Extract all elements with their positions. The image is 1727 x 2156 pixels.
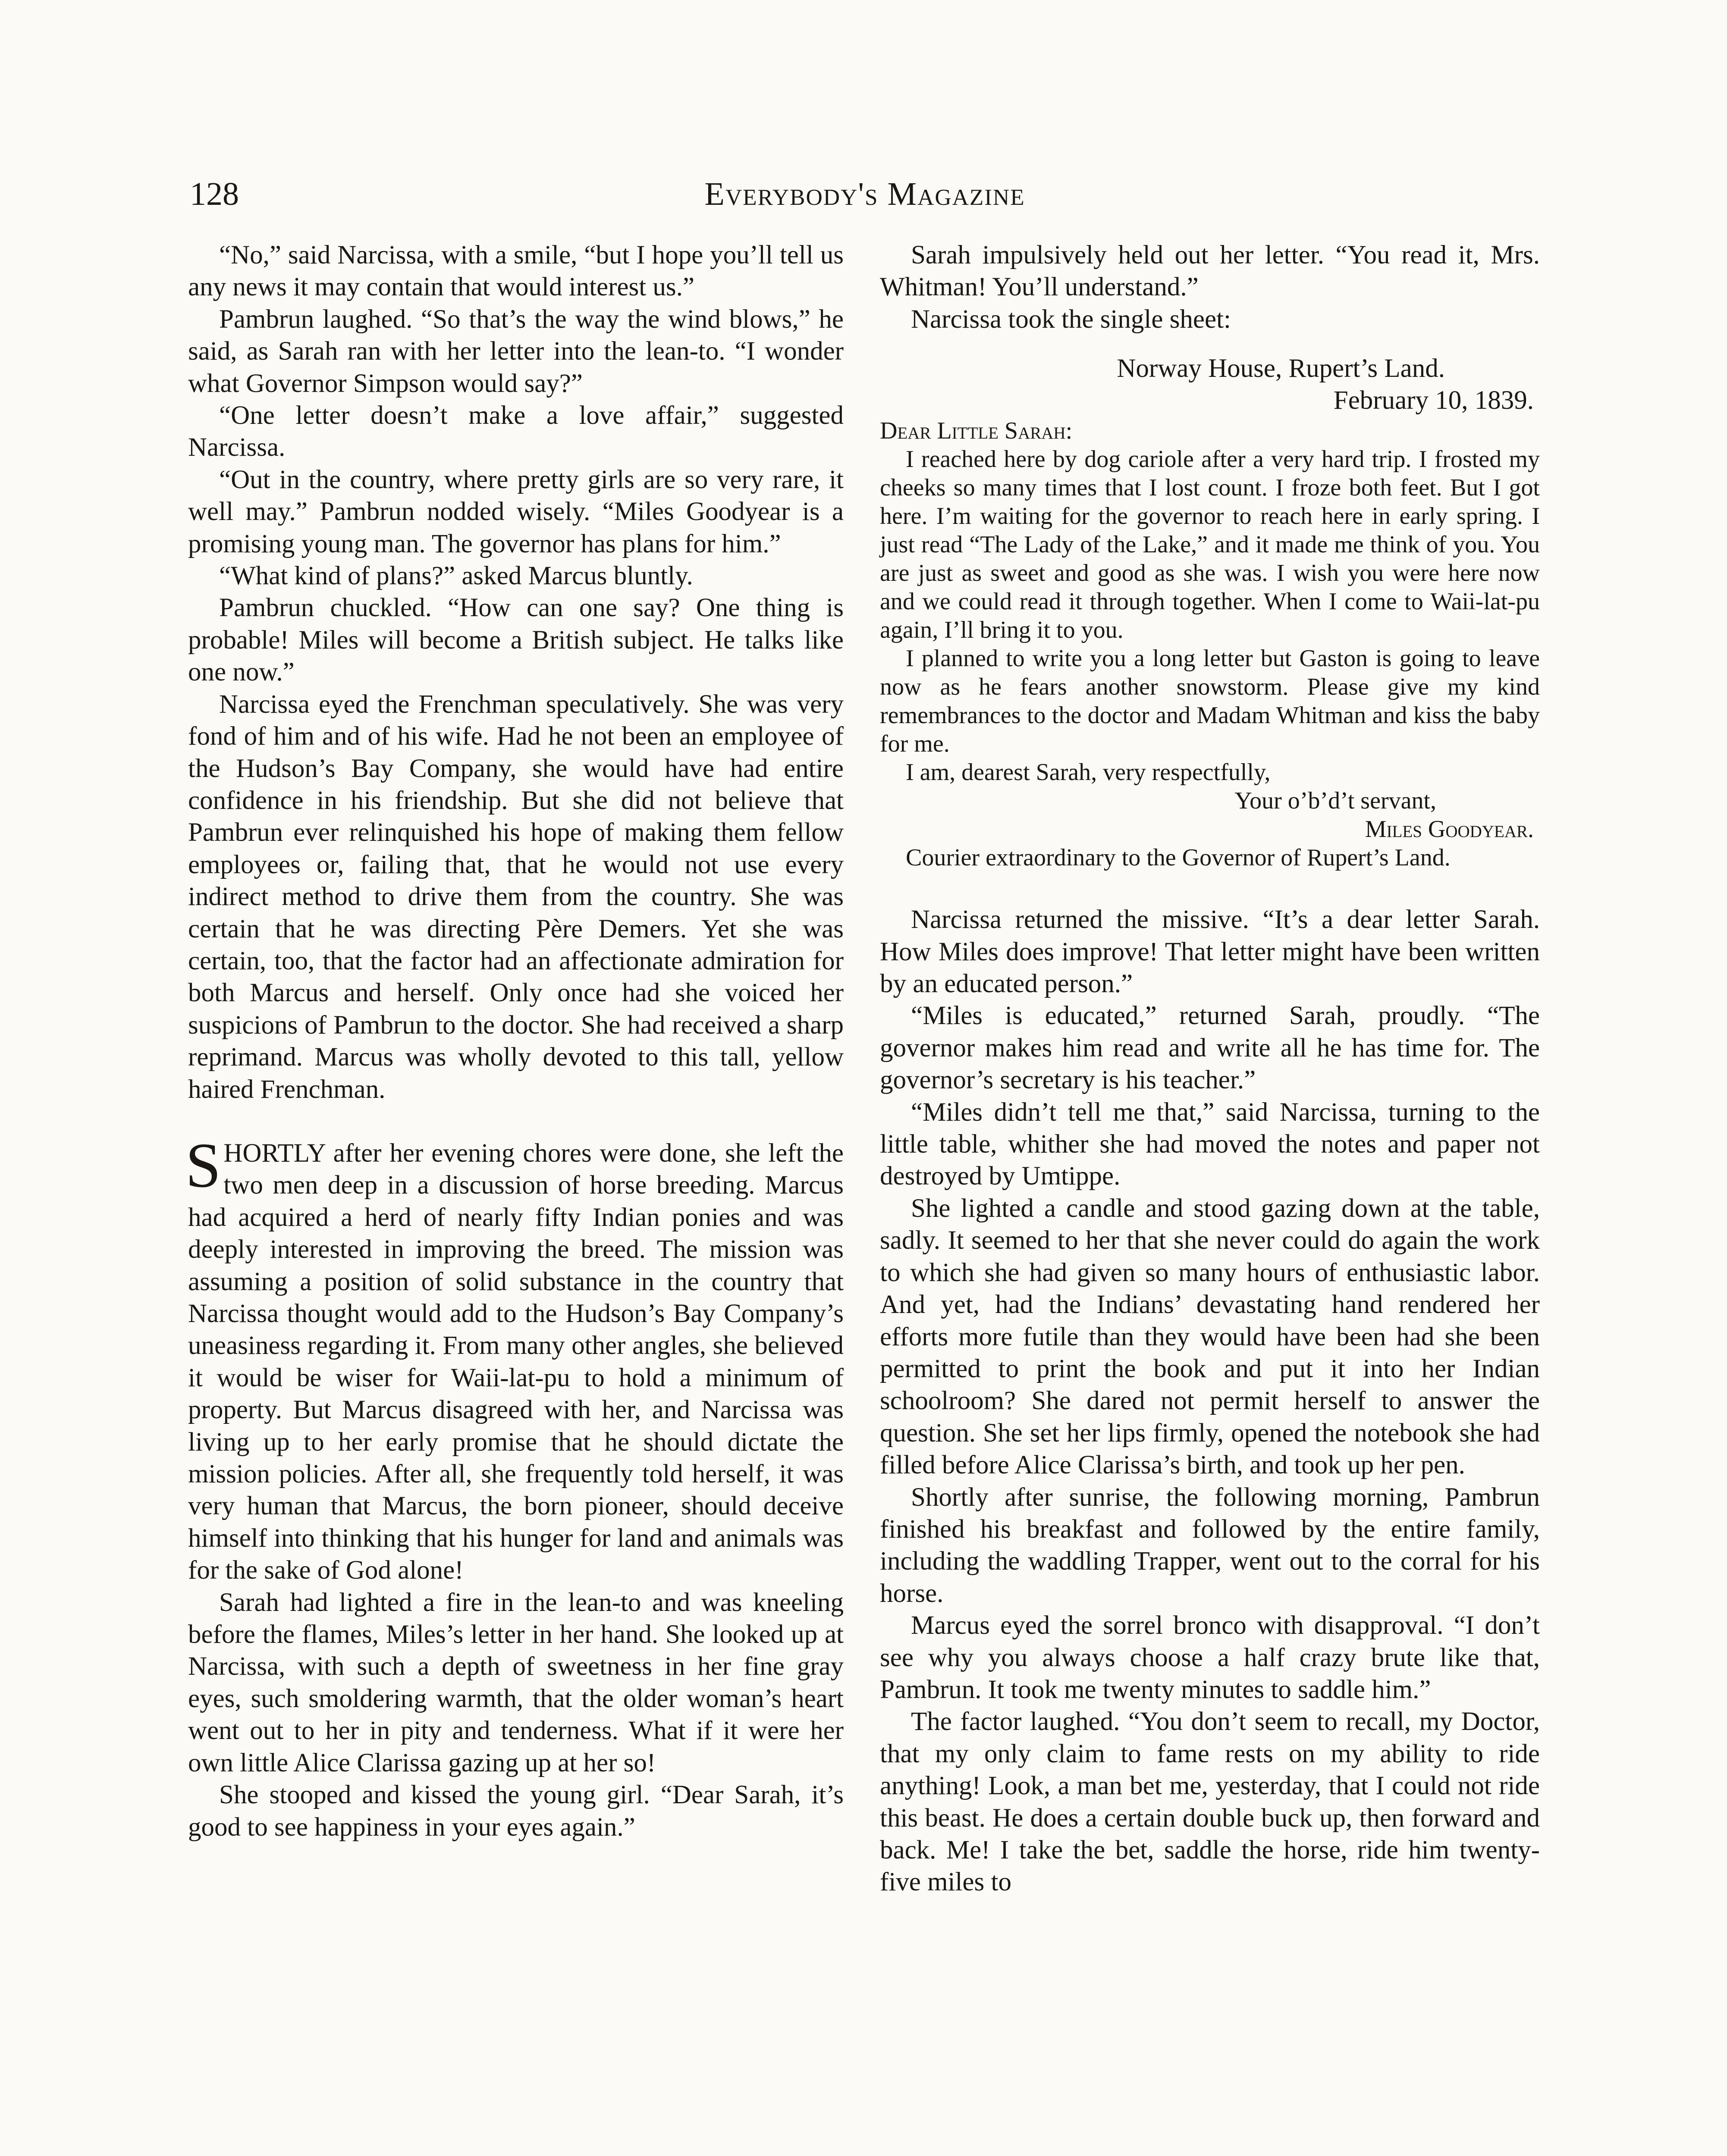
letter-signer-title: Courier extraordinary to the Governor of Rupert’s Land. [906,844,1451,871]
drop-cap: S [185,1130,221,1201]
letter-closing: I am, dearest Sarah, very respectfully, [906,759,1271,786]
letter-paragraph: I planned to write you a long letter but Gaston is going to leave now as he fears another snowstorm. Please give my kind remembrances to the doctor and Madam Whitman and kiss the baby for me. [880,645,1540,758]
letter-salutation: Dear Little Sarah: [880,417,1073,445]
paragraph: The factor laughed. “You don’t seem to recall, my Doctor, that my only claim to fame rests on my ability to ride anything! Look, a man bet me, yesterday, that I could not ride this beast. He does a certain double buck up, then forward and back. Me! I take the bet, saddle the horse, ride him twenty-five miles to [880,1707,1540,1897]
letter-date: February 10, 1839. [1333,386,1534,415]
paragraph: She lighted a candle and stood gazing down at the table, sadly. It seemed to her that she never could do again the work to which she had given so many hours of enthusiastic labor. And yet, had the Indians’ devastating hand rendered her efforts more futile than they would have been had she been permitted to print the book and put it into her Indian schoolroom? She dared not permit herself to answer the question. She set her lips firmly, opened the notebook she had filled before Alice Clarissa’s birth, and took up her pen. [880,1194,1540,1480]
paragraph: Narcissa took the single sheet: [911,304,1231,334]
paragraph: “One letter doesn’t make a love affair,” suggested Narcissa. [188,401,844,462]
letter-block [880,353,1540,872]
paragraph: Narcissa returned the missive. “It’s a dear letter Sarah. How Miles does improve! That letter might have been written by an educated person.” [880,905,1540,999]
opening-caps: HORTLY [223,1138,325,1168]
section-gap [188,1106,844,1138]
left-column [185,239,844,1843]
paragraph: Marcus eyed the sorrel bronco with disapproval. “I don’t see why you always choose a half crazy brute like that, Pambrun. It took me twenty minutes to saddle him.” [880,1611,1540,1704]
paragraph: She stooped and kissed the young girl. “Dear Sarah, it’s good to see happiness in your eyes again.” [188,1780,844,1842]
paragraph: Narcissa eyed the Frenchman speculatively. She was very fond of him and of his wife. Had he not been an employee of the Hudson’s Bay Company, she would have had entire confidence in his friendship. But she did not believe that Pambrun ever relinquished his hope of making them fellow employees or, failing that, that he would not use every indirect method to drive them from the country. She was certain that he was directing Père Demers. Yet she was certain, too, that the factor had an affectionate admiration for both Marcus and herself. Only once had she voiced her suspicions of Pambrun to the doctor. She had received a sharp reprimand. Marcus was wholly devoted to this tall, yellow haired Frenchman. [188,689,844,1104]
letter-signature: Miles Goodyear. [1365,816,1534,843]
page-number: 128 [190,176,239,212]
paragraph: Pambrun laughed. “So that’s the way the wind blows,” he said, as Sarah ran with her letter into the lean-to. “I wonder what Governor Simpson would say?” [188,304,844,398]
letter-closing-servant: Your o’b’d’t servant, [1234,787,1436,815]
section-gap [880,872,1540,904]
section-opening-paragraph [185,1130,844,1587]
paragraph: Sarah had lighted a fire in the lean-to and was kneeling before the flames, Miles’s letter in her hand. She looked up at Narcissa, with such a depth of sweetness in her fine gray eyes, such smoldering warmth, that the older woman’s heart went out to her in pity and tenderness. What if it were her own little Alice Clarissa gazing up at her so! [188,1588,844,1777]
paragraph: “Miles didn’t tell me that,” said Narcissa, turning to the little table, whither she had moved the notes and paper not destroyed by Umtippe. [880,1097,1540,1191]
right-column [880,239,1540,1899]
letter-paragraph: I reached here by dog cariole after a very hard trip. I frosted my cheeks so many times that I lost count. I froze both feet. But I got here. I’m waiting for the governor to reach here in early spring. I just read “The Lady of the Lake,” and it made me think of you. You are just as sweet and good as she was. I wish you were here now and we could read it through together. When I come to Waii-lat-pu again, I’ll bring it to you. [880,446,1540,644]
paragraph: “Miles is educated,” returned Sarah, proudly. “The governor makes him read and write all he has time for. The governor’s secretary is his teacher.” [880,1001,1540,1095]
page-header [190,172,1540,224]
letter-place: Norway House, Rupert’s Land. [1117,354,1445,383]
running-head: Everybody's Magazine [704,176,1025,212]
paragraph: Shortly after sunrise, the following morning, Pambrun finished his breakfast and followed by the entire family, including the waddling Trapper, went out to the corral for his horse. [880,1482,1540,1608]
paragraph: Sarah impulsively held out her letter. “You read it, Mrs. Whitman! You’ll understand.” [880,241,1540,302]
paragraph: “No,” said Narcissa, with a smile, “but I hope you’ll tell us any news it may contain that would interest us.” [188,241,844,302]
paragraph: Pambrun chuckled. “How can one say? One thing is probable! Miles will become a British subject. He talks like one now.” [188,593,844,687]
paragraph: “What kind of plans?” asked Marcus bluntly. [219,561,693,591]
paragraph: “Out in the country, where pretty girls are so very rare, it well may.” Pambrun nodded wisely. “Miles Goodyear is a promising young man. The governor has plans for him.” [188,465,844,558]
opening-text: after her evening chores were done, she left the two men deep in a discussion of horse breeding. Marcus had acquired a herd of nearly fifty Indian ponies and was deeply interested in improving the breed. The mission was assuming a position of solid substance in the country that Narcissa thought would add to the Hudson’s Bay Company’s uneasiness regarding it. From many other angles, she believed it would be wiser for Waii-lat-pu to hold a minimum of property. But Marcus disagreed with her, and Narcissa was living up to her early promise that he should dictate the mission policies. After all, she frequently told herself, it was very human that Marcus, the born pioneer, should deceive himself into thinking that his hunger for land and animals was for the sake of God alone! [188,1138,844,1585]
